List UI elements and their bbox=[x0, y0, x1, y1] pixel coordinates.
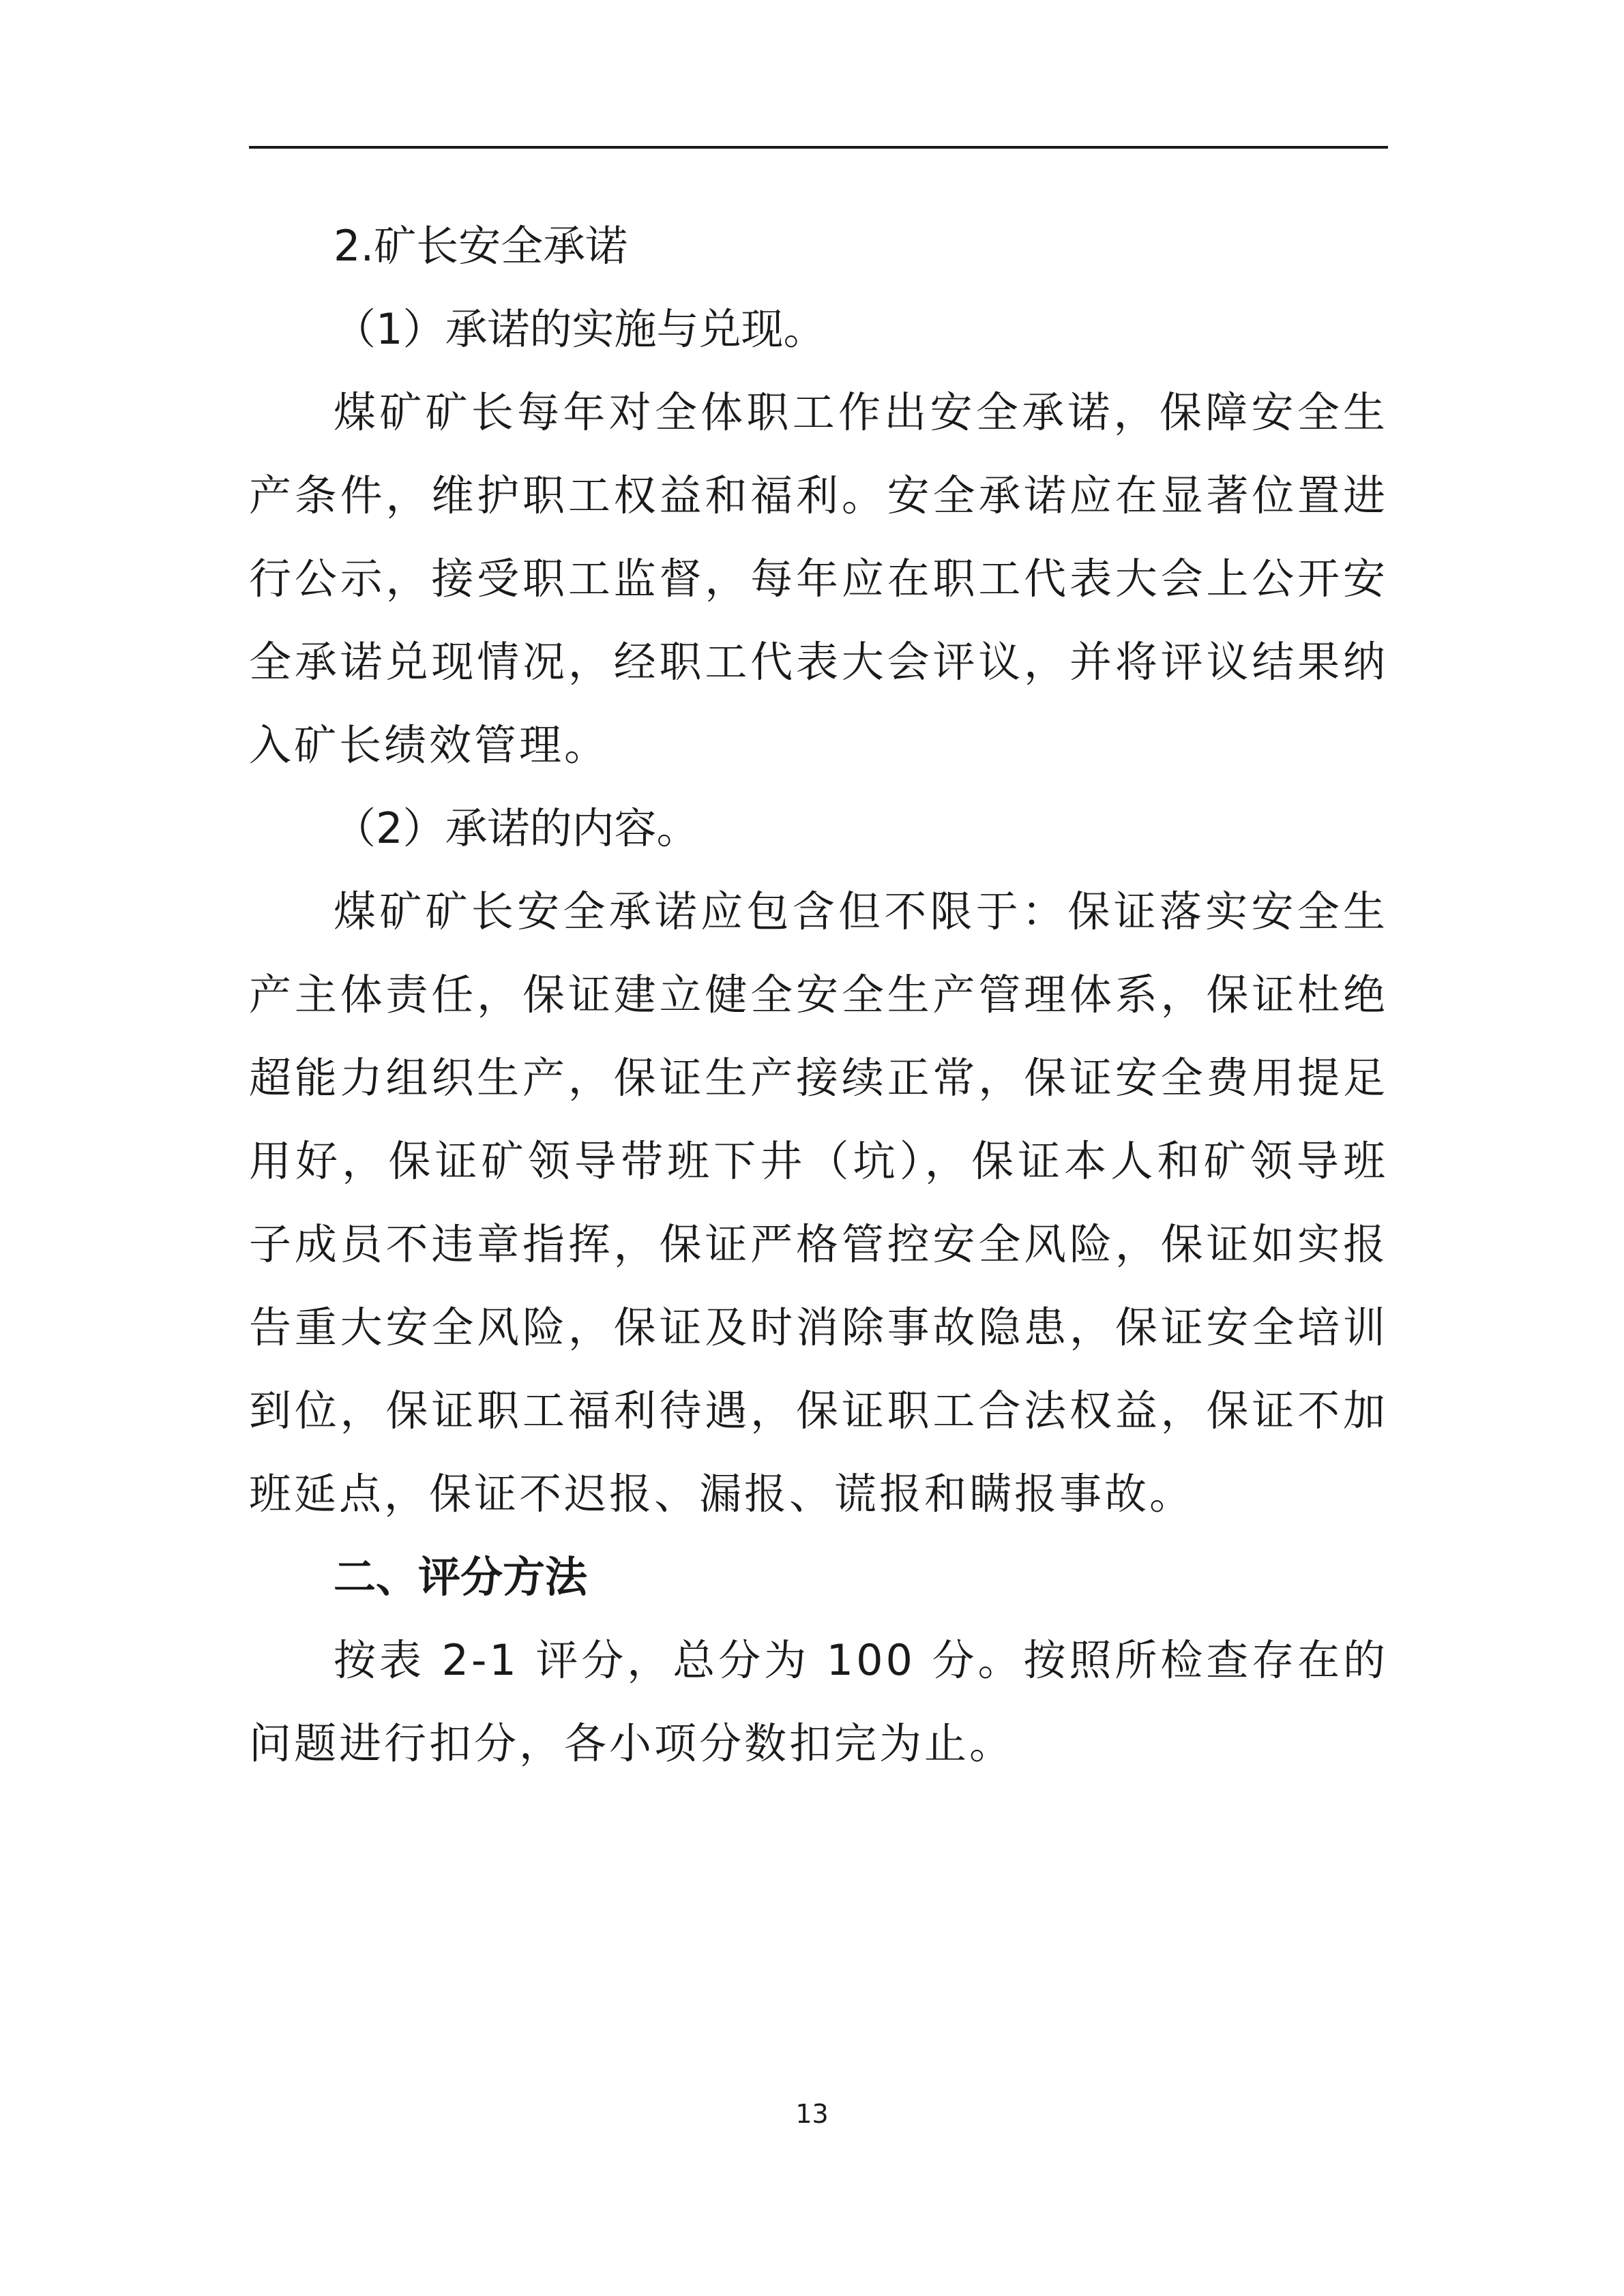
paragraph-content: 煤矿矿长安全承诺应包含但不限于：保证落实安全生产主体责任，保证建立健全安全生产管理体系，保证杜绝超能力组织生产，保证生产接续正常，保证安全费用提足用好，保证矿领导带班下井（坑），保证本人和矿领导班子成员不违章指挥，保证严格管控安全风险，保证如实报告重大安全风险，保证及时消除事故隐患，保证安全培训到位，保证职工福利待遇，保证职工合法权益，保证不加班延点，保证不迟报、漏报、谎报和瞒报事故。 bbox=[249, 886, 1388, 1519]
header-rule bbox=[249, 146, 1388, 149]
subheading-implementation: （1）承诺的实施与兑现。 bbox=[334, 304, 826, 354]
section-heading-scoring: 二、评分方法 bbox=[334, 1552, 588, 1602]
subheading-content: （2）承诺的内容。 bbox=[334, 803, 699, 853]
page-number: 13 bbox=[795, 2099, 829, 2129]
paragraph-implementation: 煤矿矿长每年对全体职工作出安全承诺，保障安全生产条件，维护职工权益和福利。安全承诺应在显著位置进行公示，接受职工监督，每年应在职工代表大会上公开安全承诺兑现情况，经职工代表大会评议，并将评议结果纳入矿长绩效管理。 bbox=[249, 387, 1388, 770]
paragraph-scoring: 按表 2-1 评分，总分为 100 分。按照所检查存在的问题进行扣分，各小项分数扣完为止。 bbox=[249, 1635, 1388, 1768]
heading-mine-commitment: 2.矿长安全承诺 bbox=[334, 221, 628, 271]
document-body bbox=[249, 205, 1388, 1785]
